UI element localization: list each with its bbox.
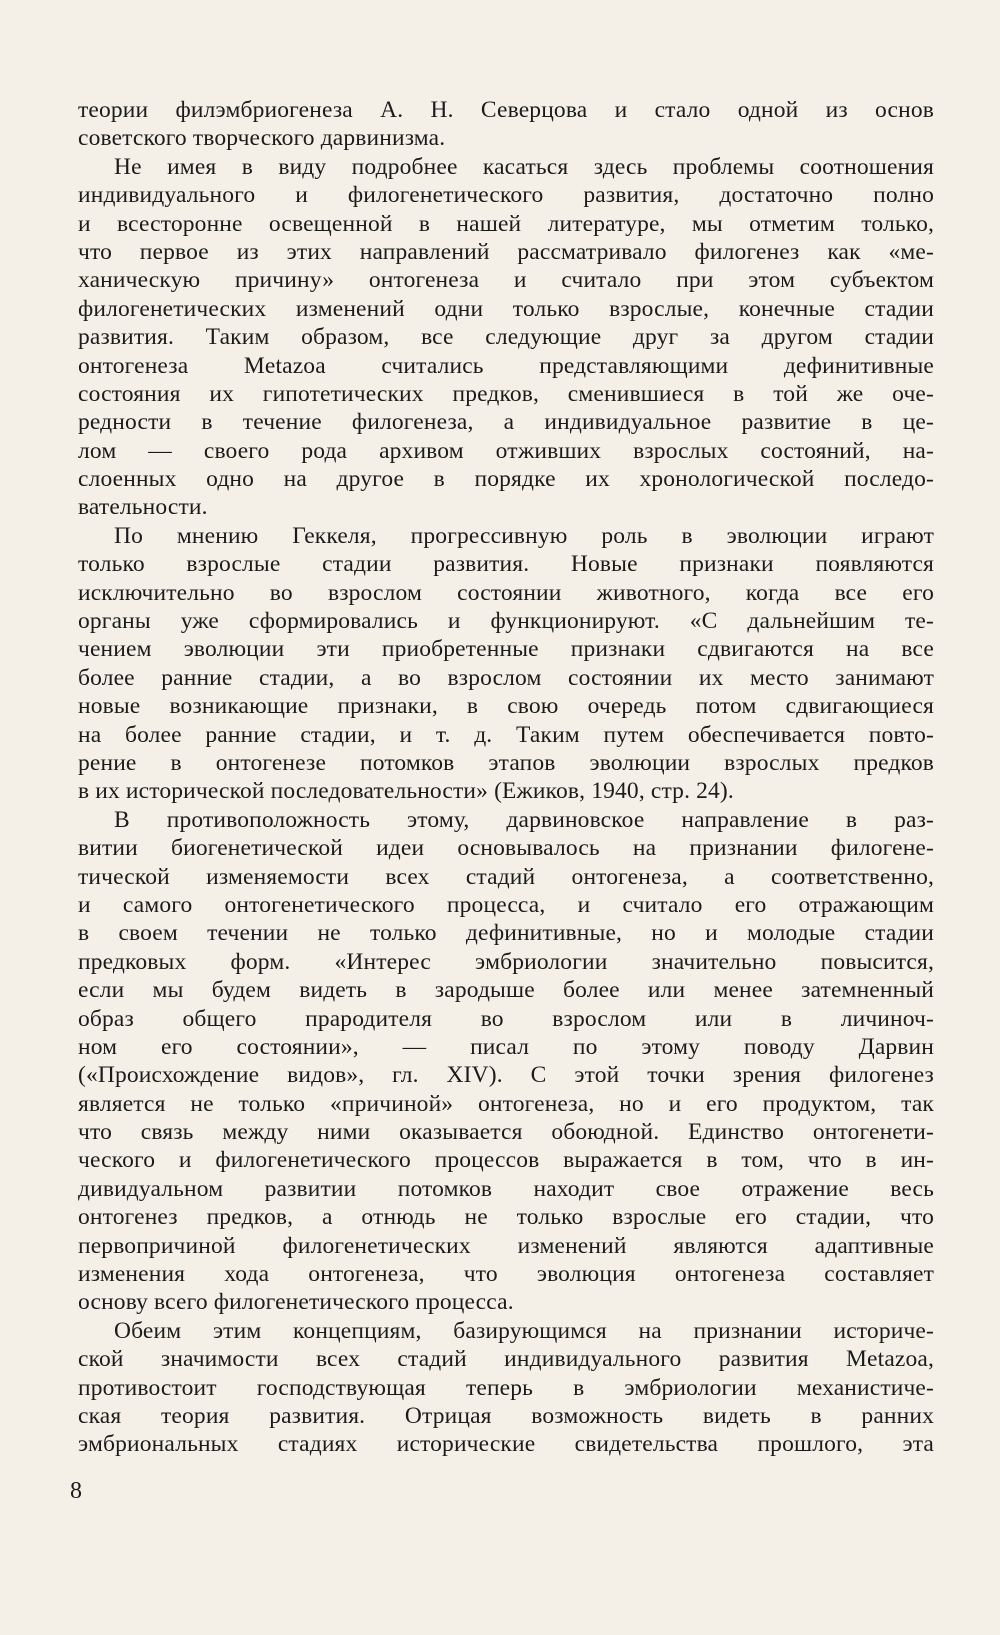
text-line: является не только «причиной» онтогенеза, но и его продуктом, так: [78, 1090, 934, 1117]
text-line: органы уже сформировались и функционируют. «С дальнейшим те-: [78, 608, 934, 635]
text-line: предковых форм. «Интерес эмбриологии значительно повысится,: [78, 948, 934, 975]
text-line: По мнению Геккеля, прогрессивную роль в эволюции играют: [114, 522, 934, 549]
text-line: теории филэмбриогенеза А. Н. Северцова и стало одной из основ: [78, 97, 934, 123]
text-line: в их исторической последовательности» (Ежиков, 1940, стр. 24).: [78, 778, 734, 805]
text-line: Не имея в виду подробнее касаться здесь проблемы соотношения: [114, 153, 934, 180]
text-line: слоенных одно на другое в порядке их хронологической последо-: [78, 466, 934, 493]
text-line: рение в онтогенезе потомков этапов эволюции взрослых предков: [78, 749, 934, 776]
text-line: развития. Таким образом, все следующие друг за другом стадии: [78, 324, 934, 351]
text-line: только взрослые стадии развития. Новые признаки появляются: [78, 551, 934, 578]
text-line: первопричиной филогенетических изменений являются адаптивные: [78, 1232, 934, 1259]
text-line: противостоит господствующая теперь в эмбриологии механистиче-: [78, 1374, 934, 1401]
text-line: и всесторонне освещенной в нашей литературе, мы отметим только,: [78, 210, 934, 237]
text-line: ном его состоянии», — писал по этому поводу Дарвин: [78, 1033, 934, 1060]
text-line: филогенетических изменений одни только взрослые, конечные стадии: [78, 295, 934, 322]
text-line: ческого и филогенетического процессов выражается в том, что в ин-: [78, 1147, 934, 1174]
text-line: онтогенез предков, а отнюдь не только взрослые его стадии, что: [78, 1204, 934, 1231]
text-line: ской значимости всех стадий индивидуального развития Metazoa,: [78, 1346, 934, 1373]
text-line: если мы будем видеть в зародыше более или менее затемненный: [78, 977, 934, 1004]
text-line: В противоположность этому, дарвиновское направление в раз-: [114, 806, 934, 833]
text-line: новые возникающие признаки, в свою очередь потом сдвигающиеся: [78, 693, 934, 720]
page-number: 8: [70, 1478, 82, 1504]
text-line: образ общего прародителя во взрослом или в личиноч-: [78, 1005, 934, 1032]
text-line: что связь между ними оказывается обоюдной. Единство онтогенети-: [78, 1119, 934, 1146]
text-line: состояния их гипотетических предков, сменившиеся в той же оче-: [78, 380, 934, 407]
text-line: и самого онтогенетического процесса, и считало его отражающим: [78, 891, 934, 918]
text-line: лом — своего рода архивом отживших взрослых состояний, на-: [78, 437, 934, 464]
text-line: дивидуальном развитии потомков находит свое отражение весь: [78, 1175, 934, 1202]
text-line: онтогенеза Metazoa считались представляющими дефинитивные: [78, 352, 934, 379]
text-line: на более ранние стадии, и т. д. Таким путем обеспечивается повто-: [78, 721, 934, 748]
text-line: витии биогенетической идеи основывалось на признании филогене-: [78, 835, 934, 862]
text-line: чением эволюции эти приобретенные признаки сдвигаются на все: [78, 636, 934, 663]
text-line: советского творческого дарвинизма.: [78, 125, 446, 152]
text-line: изменения хода онтогенеза, что эволюция онтогенеза составляет: [78, 1261, 934, 1288]
text-line: ханическую причину» онтогенеза и считало при этом субъектом: [78, 267, 934, 294]
body-text: [78, 96, 934, 1459]
text-line: основу всего филогенетического процесса.: [78, 1289, 514, 1316]
text-line: более ранние стадии, а во взрослом состоянии их место занимают: [78, 664, 934, 691]
text-line: («Происхождение видов», гл. XIV). С этой точки зрения филогенез: [78, 1062, 934, 1089]
text-line: Обеим этим концепциям, базирующимся на признании историче-: [114, 1317, 934, 1344]
text-line: индивидуального и филогенетического развития, достаточно полно: [78, 182, 934, 209]
text-line: в своем течении не только дефинитивные, но и молодые стадии: [78, 920, 934, 947]
text-line: ская теория развития. Отрицая возможность видеть в ранних: [78, 1402, 934, 1429]
text-line: эмбриональных стадиях исторические свидетельства прошлого, эта: [78, 1431, 934, 1458]
text-line: тической изменяемости всех стадий онтогенеза, а соответственно,: [78, 863, 934, 890]
text-line: что первое из этих направлений рассматривало филогенез как «ме-: [78, 238, 934, 265]
text-line: вательности.: [78, 494, 208, 521]
text-line: исключительно во взрослом состоянии животного, когда все его: [78, 579, 934, 606]
text-line: редности в течение филогенеза, а индивидуальное развитие в це-: [78, 409, 934, 436]
